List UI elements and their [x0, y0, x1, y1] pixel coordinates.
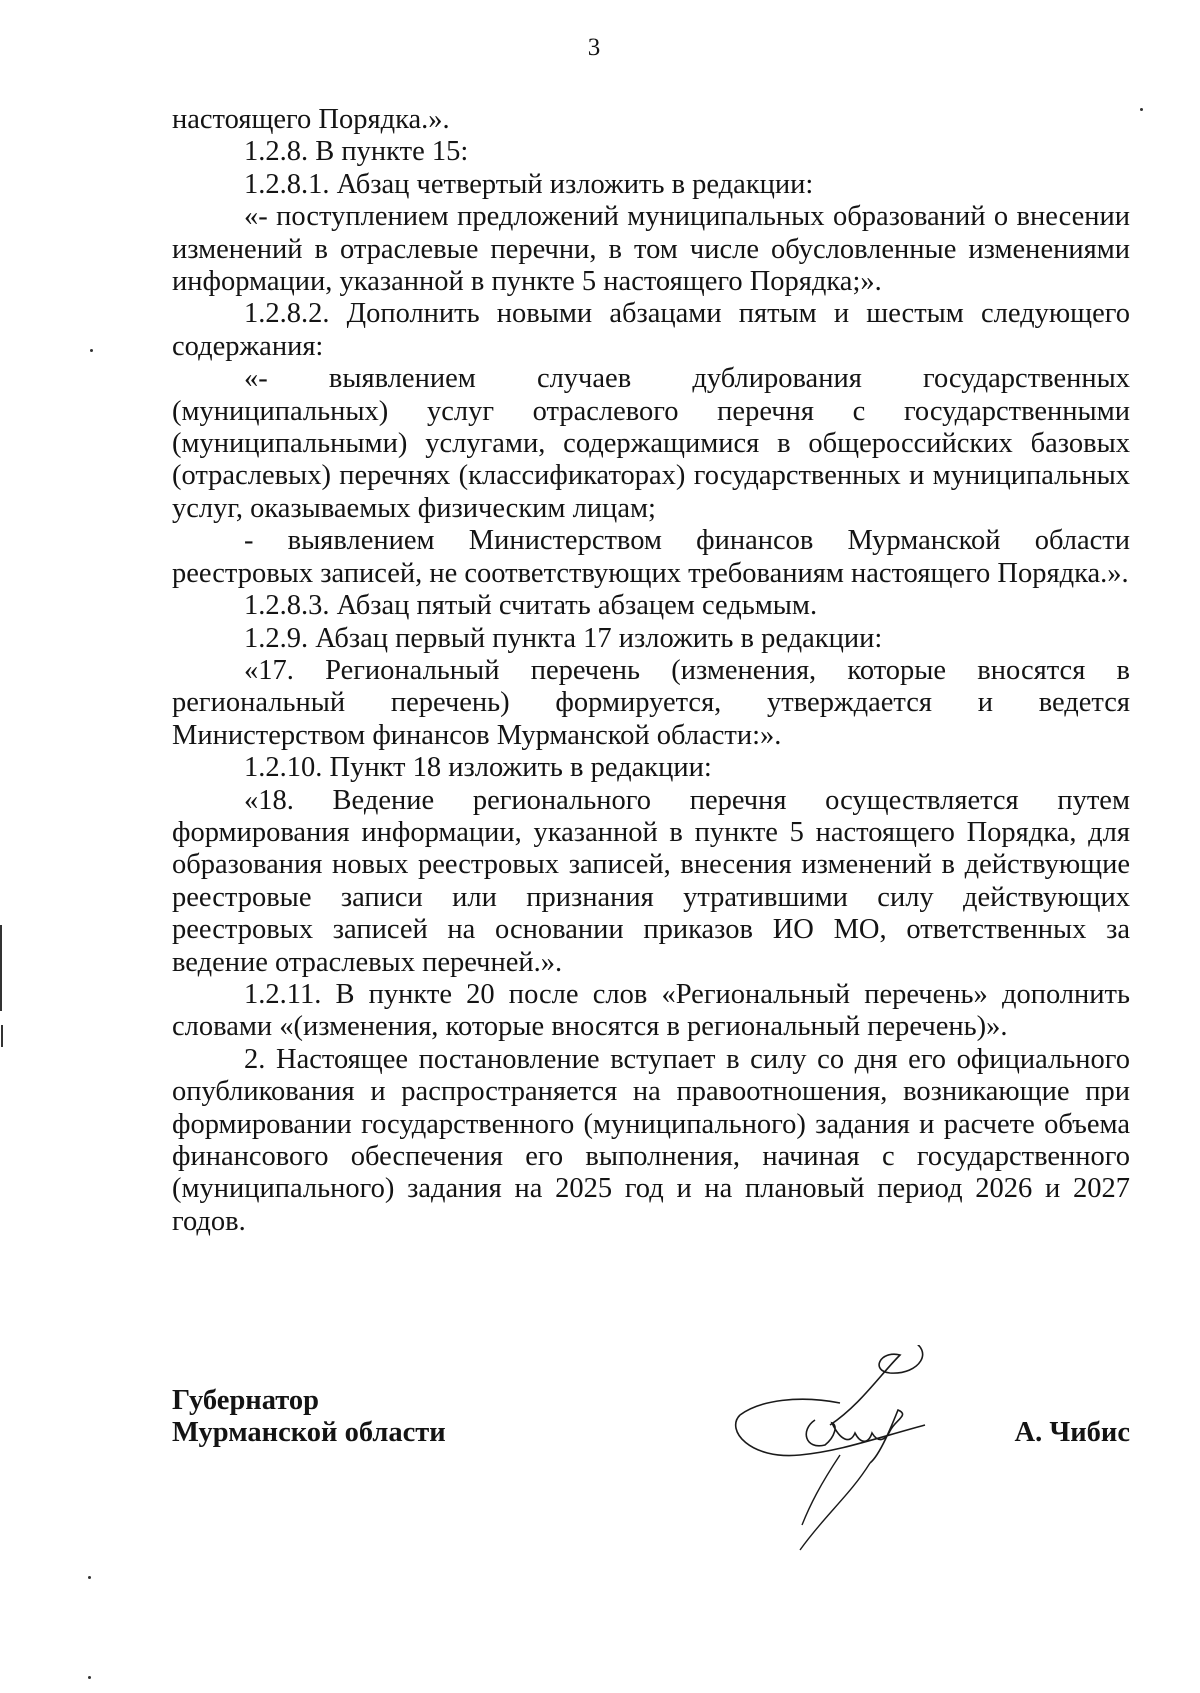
- signatory-position-line2: Мурманской области: [172, 1417, 446, 1449]
- paragraph: «18. Ведение регионального перечня осуществляется путем формирования информации, указанной в пункте 5 настоящего Порядка, для образования новых реестровых записей, внесения изменений в действующие реестровые записи или признания утратившими силу действующих реестровых записей на основании приказов ИО МО, ответственных за ведение отраслевых перечней.».: [172, 784, 1130, 978]
- paragraph: 1.2.8. В пункте 15:: [244, 136, 469, 168]
- paragraph: настоящего Порядка.».: [172, 104, 450, 135]
- scan-edge-mark: [0, 925, 2, 1011]
- signatory-name: А. Чибис: [1014, 1417, 1130, 1448]
- paragraph: - выявлением Министерством финансов Мурманской области реестровых записей, не соответствующих требованиям настоящего Порядка.».: [172, 525, 1130, 589]
- paragraph: 1.2.8.1. Абзац четвертый изложить в редакции:: [244, 168, 814, 200]
- signature-block: [172, 1385, 1130, 1565]
- signatory-position: [172, 1385, 446, 1450]
- scan-speck: [88, 1576, 91, 1579]
- paragraph: «- поступлением предложений муниципальных образований о внесении изменений в отраслевые перечни, в том числе обусловленные изменениями информации, указанной в пункте 5 настоящего Порядка;».: [172, 201, 1130, 298]
- handwritten-signature: [720, 1345, 950, 1565]
- scan-edge-mark: [1, 1025, 3, 1047]
- paragraph: 1.2.9. Абзац первый пункта 17 изложить в редакции:: [244, 622, 883, 654]
- paragraph: 1.2.8.3. Абзац пятый считать абзацем седьмым.: [244, 590, 818, 622]
- paragraph: 2. Настоящее постановление вступает в силу со дня его официального опубликования и распространяется на правоотношения, возникающие при формировании государственного (муниципального) задания и расчете объема финансового обеспечения его выполнения, начиная с государственного (муниципального) задания на 2025 год и на плановый период 2026 и 2027 годов.: [172, 1043, 1130, 1237]
- scan-speck: [88, 1676, 91, 1679]
- signatory-position-line1: Губернатор: [172, 1385, 319, 1416]
- paragraph: 1.2.10. Пункт 18 изложить в редакции:: [244, 752, 712, 784]
- scan-speck: [90, 349, 93, 352]
- paragraph: 1.2.8.2. Дополнить новыми абзацами пятым и шестым следующего содержания:: [172, 298, 1130, 362]
- page-number: 3: [587, 34, 601, 61]
- document-body: [172, 104, 1130, 1238]
- paragraph: «17. Региональный перечень (изменения, которые вносятся в региональный перечень) формируется, утверждается и ведется Министерством финансов Мурманской области:».: [172, 654, 1130, 751]
- scan-speck: [1140, 108, 1143, 111]
- paragraph: «- выявлением случаев дублирования государственных (муниципальных) услуг отраслевого перечня с государственными (муниципальными) услугами, содержащимися в общероссийских базовых (отраслевых) перечнях (классификаторах) государственных и муниципальных услуг, оказываемых физическим лицам;: [172, 363, 1130, 524]
- paragraph: 1.2.11. В пункте 20 после слов «Региональный перечень» дополнить словами «(изменения, которые вносятся в региональный перечень)».: [172, 978, 1130, 1043]
